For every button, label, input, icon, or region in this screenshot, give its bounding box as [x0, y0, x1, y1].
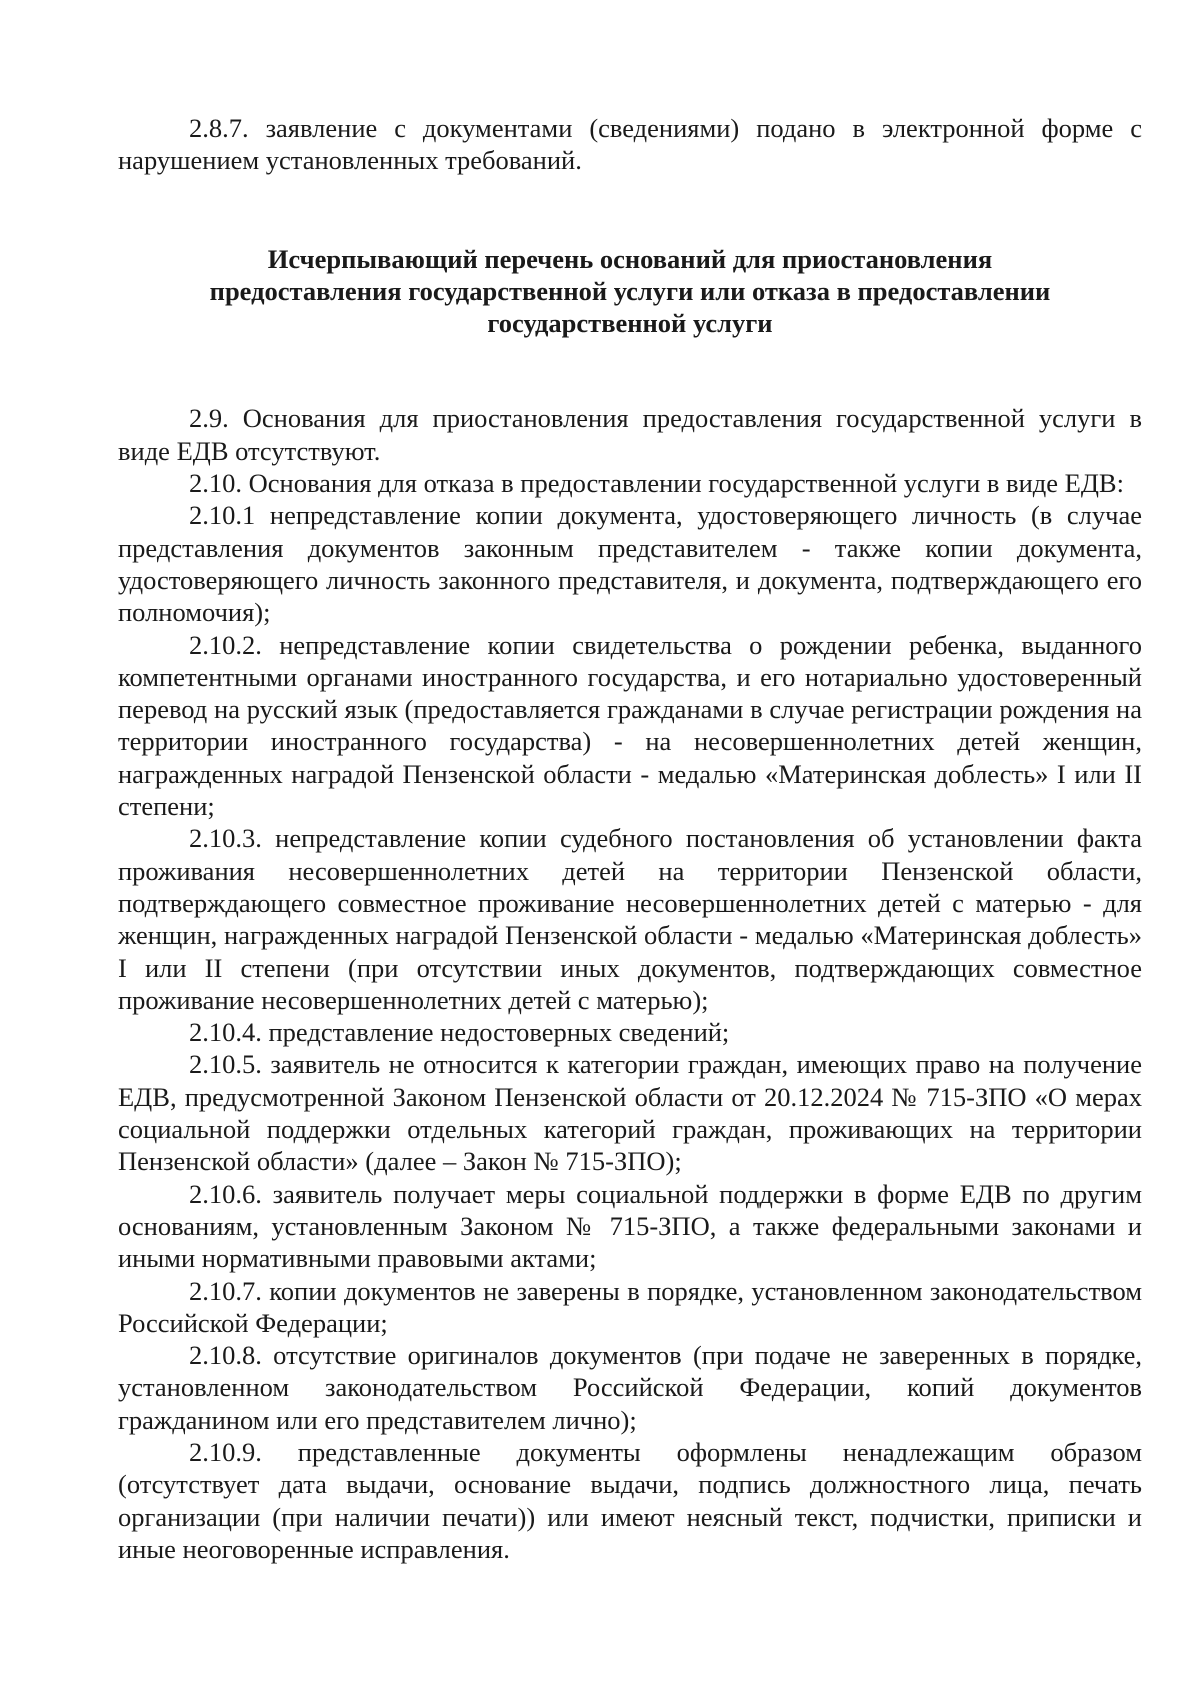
paragraph-2-10-4: 2.10.4. представление недостоверных сведений;: [189, 1017, 730, 1048]
section-heading: [118, 243, 1142, 340]
spacer: [118, 177, 1142, 243]
paragraph-2-10-2: 2.10.2. непредставление копии свидетельства о рождении ребенка, выданного компетентными органами иностранного государства, и его нотариально удостоверенный перевод на русский язык (предоставляется гражданами в случае регистрации рождения на территории иностранного государства) - на несовершеннолетних детей женщин, награжденных наградой Пензенской области - медалью «Материнская доблесть» I или II степени;: [118, 629, 1142, 822]
document-page: [118, 112, 1142, 1565]
spacer: [118, 339, 1142, 402]
paragraph-2-10-6: 2.10.6. заявитель получает меры социальной поддержки в форме ЕДВ по другим основаниям, установленным Законом № 715-ЗПО, а также федеральными законами и иными нормативными правовыми актами;: [118, 1178, 1142, 1274]
paragraph-2-10-9: 2.10.9. представленные документы оформлены ненадлежащим образом (отсутствует дата выдачи, основание выдачи, подпись должностного лица, печать организации (при наличии печати)) или имеют неясный текст, подчистки, приписки и иные неоговоренные исправления.: [118, 1436, 1142, 1564]
paragraph-2-10: 2.10. Основания для отказа в предоставлении государственной услуги в виде ЕДВ:: [189, 468, 1124, 499]
heading-line-2: предоставления государственной услуги или отказа в предоставлении: [209, 275, 1051, 306]
paragraph-2-10-5: 2.10.5. заявитель не относится к категории граждан, имеющих право на получение ЕДВ, предусмотренной Законом Пензенской области от 20.12.2024 № 715-ЗПО «О мерах социальной поддержки отдельных категорий граждан, проживающих на территории Пензенской области» (далее – Закон № 715-ЗПО);: [118, 1049, 1142, 1177]
paragraph-2-10-1: 2.10.1 непредставление копии документа, удостоверяющего личность (в случае представления документов законным представителем - также копии документа, удостоверяющего личность законного представителя, и документа, подтверждающего его полномочия);: [118, 500, 1142, 628]
paragraph-2-10-8: 2.10.8. отсутствие оригиналов документов (при подаче не заверенных в порядке, установленном законодательством Российской Федерации, копий документов гражданином или его представителем лично);: [118, 1340, 1142, 1435]
paragraph-2-9: 2.9. Основания для приостановления предоставления государственной услуги в виде ЕДВ отсутствуют.: [118, 403, 1142, 466]
paragraph-2-10-7: 2.10.7. копии документов не заверены в порядке, установленном законодательством Российской Федерации;: [118, 1275, 1142, 1338]
paragraph-2-8-7: 2.8.7. заявление с документами (сведениями) подано в электронной форме с нарушением установленных требований.: [118, 113, 1142, 176]
paragraph-2-10-3: 2.10.3. непредставление копии судебного постановления об установлении факта проживания несовершеннолетних детей на территории Пензенской области, подтверждающего совместное проживание несовершеннолетних детей с матерью - для женщин, награжденных наградой Пензенской области - медалью «Материнская доблесть» I или II степени (при отсутствии иных документов, подтверждающих совместное проживание несовершеннолетних детей с матерью);: [118, 823, 1142, 1015]
heading-line-3: государственной услуги: [487, 308, 773, 339]
heading-line-1: Исчерпывающий перечень оснований для приостановления: [267, 243, 993, 274]
